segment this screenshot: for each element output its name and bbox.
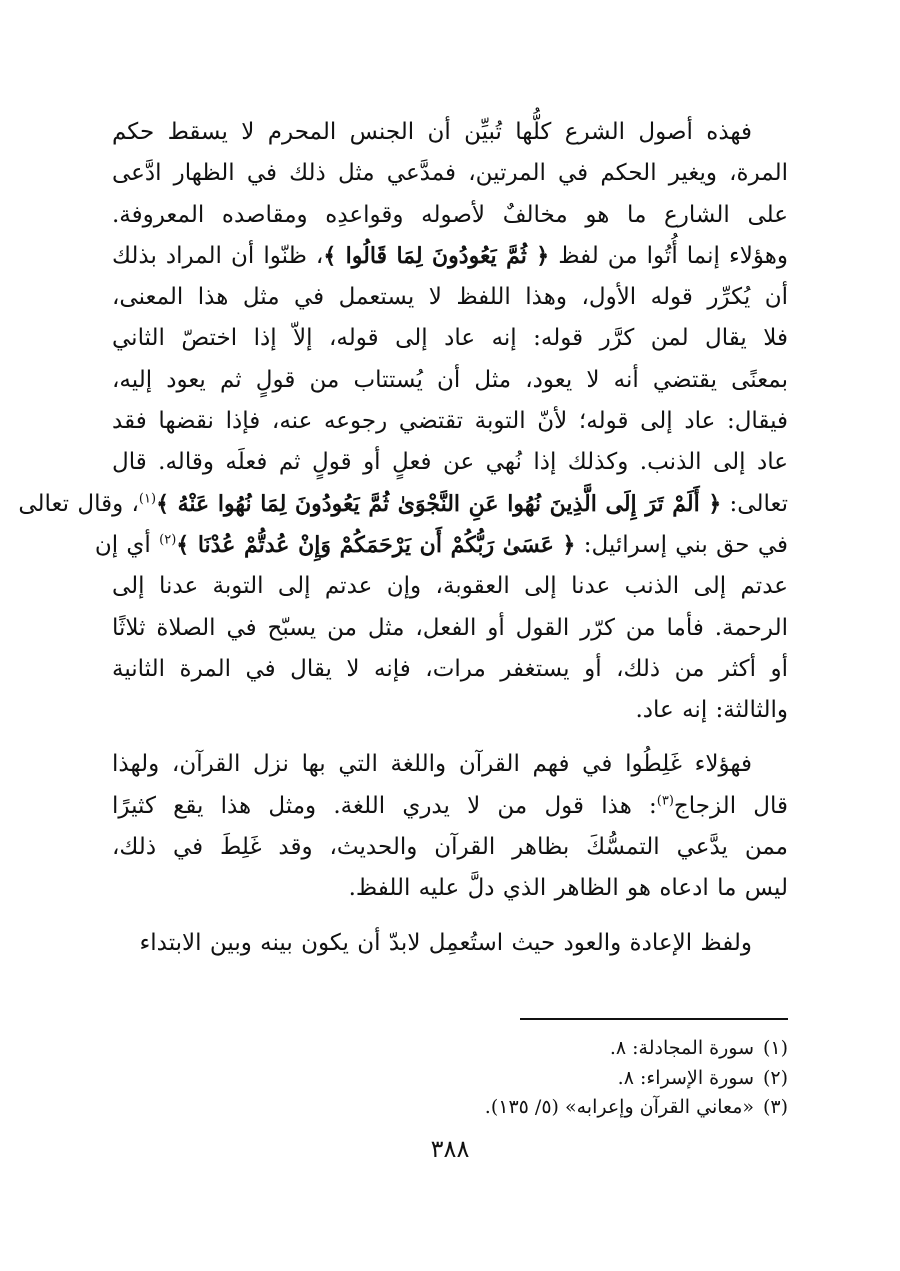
- text-line: تعالى: ﴿ أَلَمْ تَرَ إِلَى الَّذِينَ نُهُوا عَنِ النَّجْوَىٰ ثُمَّ يَعُودُونَ لِمَا نُهُوا عَنْهُ ﴾$^{(١)}$، وقال تعالى: [18, 490, 788, 517]
- paragraph-2: [112, 744, 788, 909]
- footnote-text: سورة الإسراء: ٨.: [617, 1066, 754, 1089]
- text-line: عاد إلى الذنب. وكذلك إذا نُهي عن فعلٍ أو قولٍ ثم فعلَه وقاله. قال: [112, 449, 788, 476]
- text-line: عدتم إلى الذنب عدنا إلى العقوبة، وإن عدتم إلى التوبة عدنا إلى: [112, 573, 788, 600]
- footnote-2: [112, 1064, 788, 1094]
- text-line: ولفظ الإعادة والعود حيث استُعمِل لابدّ أن يكون بينه وبين الابتداء: [139, 929, 752, 956]
- text-line: الرحمة. فأما من كرّر القول أو الفعل، مثل من يسبّح في الصلاة ثلاثًا: [112, 614, 788, 641]
- paragraph-1: [18, 112, 788, 731]
- page-number: ٣٨٨: [430, 1135, 470, 1163]
- text-line: بمعنًى يقتضي أنه لا يعود، مثل أن يُستتاب من قولٍ ثم يعود إليه،: [112, 366, 788, 393]
- footnote-number: (٢): [762, 1066, 788, 1089]
- text-line: في حق بني إسرائيل: ﴿ عَسَىٰ رَبُّكُمْ أَن يَرْحَمَكُمْ وَإِنْ عُدتُّمْ عُدْنَا ﴾$^{(٢)}$ أي إن: [94, 531, 788, 558]
- text-line: أو أكثر من ذلك، أو يستغفر مرات، فإنه لا يقال في المرة الثانية: [112, 655, 788, 682]
- footnote-number: (٣): [762, 1096, 788, 1118]
- text-line: قال الزجاج$^{(٣)}$: هذا قول من لا يدري اللغة. ومثل هذا يقع كثيرًا: [112, 792, 788, 819]
- footnote-text: «معاني القرآن وإعرابه» (٥/ ١٣٥).: [484, 1096, 754, 1118]
- text-line: على الشارع ما هو مخالفٌ لأصوله وقواعدِه ومقاصده المعروفة.: [112, 201, 788, 228]
- footnotes: [112, 1034, 788, 1123]
- text-line: أن يُكرِّر قوله الأول، وهذا اللفظ لا يستعمل في مثل هذا المعنى،: [112, 284, 788, 311]
- text-line: ليس ما ادعاه هو الظاهر الذي دلَّ عليه اللفظ.: [348, 875, 788, 902]
- text-line: والثالثة: إنه عاد.: [635, 697, 788, 724]
- text-line: وهؤلاء إنما أُتُوا من لفظ ﴿ ثُمَّ يَعُودُونَ لِمَا قَالُوا ﴾، ظنّوا أن المراد بذلك: [112, 242, 788, 269]
- paragraph-3: [112, 923, 788, 964]
- text-line: فهذه أصول الشرع كلُّها تُبيِّن أن الجنس المحرم لا يسقط حكم: [112, 119, 752, 145]
- footnote-number: (١): [762, 1037, 788, 1059]
- footnote-divider: [520, 1018, 788, 1020]
- text-line: فيقال: عاد إلى قوله؛ لأنّ التوبة تقتضي رجوعه عنه، فإذا نقضها فقد: [112, 408, 788, 435]
- text-line: فلا يقال لمن كرَّر قوله: إنه عاد إلى قوله، إلاّ إذا اختصّ الثاني: [112, 325, 788, 352]
- page-body: [18, 112, 788, 964]
- footnote-3: [112, 1093, 788, 1123]
- footnote-text: سورة المجادلة: ٨.: [609, 1037, 754, 1059]
- text-line: ممن يدَّعي التمسُّكَ بظاهر القرآن والحديث، وقد غَلِطَ في ذلك،: [112, 834, 788, 861]
- text-line: فهؤلاء غَلِطُوا في فهم القرآن واللغة التي بها نزل القرآن، ولهذا: [112, 751, 752, 778]
- footnote-1: [112, 1034, 788, 1064]
- text-line: المرة، ويغير الحكم في المرتين، فمدَّعي مثل ذلك في الظهار ادَّعى: [112, 160, 788, 187]
